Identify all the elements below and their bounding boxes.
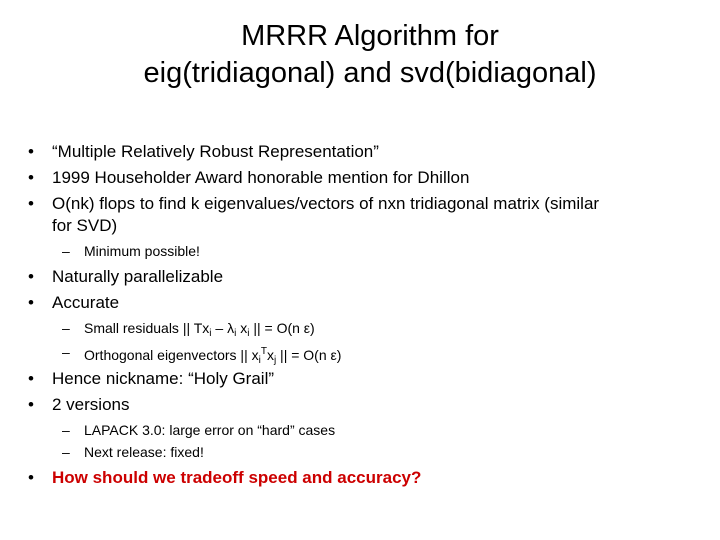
bullet-icon: • bbox=[28, 267, 34, 286]
sub-bullet-text: Minimum possible! bbox=[84, 243, 200, 259]
bullet-text: Accurate bbox=[52, 293, 120, 312]
bullet-text-highlight: How should we tradeoff speed and accuracy? bbox=[52, 468, 422, 487]
dash-icon: – bbox=[62, 444, 70, 460]
sub-bullet-text: Next release: fixed! bbox=[84, 444, 204, 460]
bullet-text: 2 versions bbox=[52, 395, 130, 414]
slide-title bbox=[90, 18, 650, 92]
bullet-text: Naturally parallelizable bbox=[52, 267, 224, 286]
bullet-icon: • bbox=[28, 168, 34, 187]
title-line-2: eig(tridiagonal) and svd(bidiagonal) bbox=[143, 57, 597, 89]
bullet-text: “Multiple Relatively Robust Representation” bbox=[52, 142, 379, 161]
dash-icon: – bbox=[62, 243, 70, 259]
sub-bullet-text-residuals: Small residuals || $Tx_i - \lambda_i$ $x_i$ || = O(n ε) bbox=[84, 320, 315, 339]
bullet-icon: • bbox=[28, 395, 34, 414]
title-line-1: MRRR Algorithm for bbox=[241, 20, 499, 52]
dash-icon: – bbox=[62, 422, 70, 438]
sub-bullet-text: LAPACK 3.0: large error on “hard” cases bbox=[84, 422, 336, 438]
bullet-icon: • bbox=[28, 142, 34, 161]
bullet-text-continued: for SVD) bbox=[52, 216, 118, 235]
bullet-text: O(nk) flops to find k eigenvalues/vectors of nxn tridiagonal matrix (similar bbox=[52, 194, 600, 213]
bullet-text: 1999 Householder Award honorable mention for Dhillon bbox=[52, 168, 470, 187]
sub-bullet-text-orthogonal: Orthogonal eigenvectors || $x_i^Tx_j$ || = O(n ε) bbox=[84, 346, 342, 366]
bullet-text: Hence nickname: “Holy Grail” bbox=[52, 369, 275, 388]
bullet-icon: • bbox=[28, 194, 34, 213]
dash-icon: – bbox=[62, 320, 70, 336]
bullet-icon: • bbox=[28, 468, 34, 487]
bullet-icon: • bbox=[28, 293, 34, 312]
dash-icon: – bbox=[62, 344, 70, 360]
bullet-icon: • bbox=[28, 369, 34, 388]
